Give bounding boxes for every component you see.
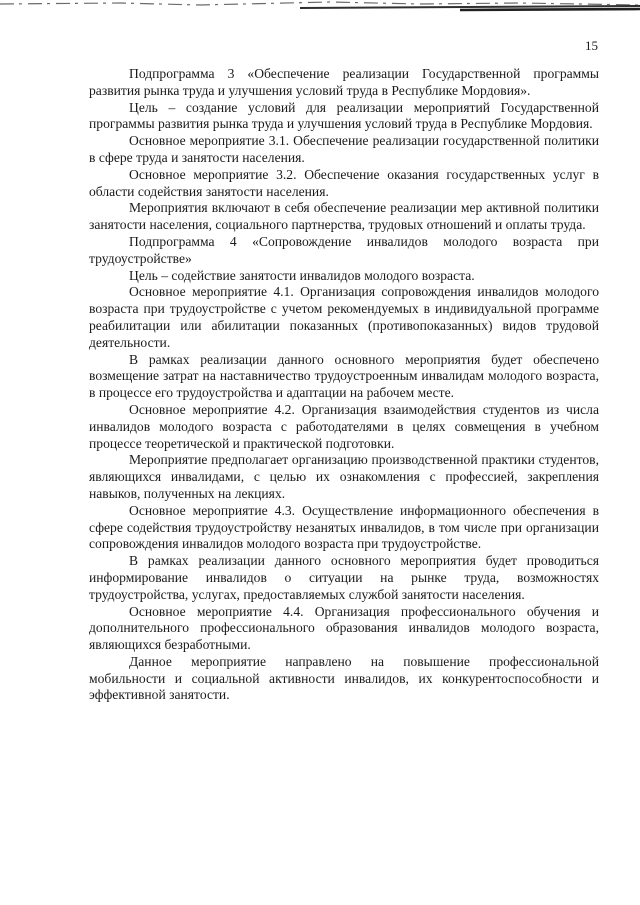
subprogram-4-title: Подпрограмма 4 «Сопровождение инвалидов молодого возраста при трудоустройстве» bbox=[89, 233, 599, 266]
activity-3-1: Основное мероприятие 3.1. Обеспечение реализации государственной политики в сфере труда и занятости населения. bbox=[89, 133, 599, 165]
activity-3-2: Основное мероприятие 3.2. Обеспечение оказания государственных услуг в области содействия занятости населения. bbox=[89, 166, 599, 199]
activity-4-1-details: В рамках реализации данного основного мероприятия будет обеспечено возмещение затрат на наставничество трудоустроенным инвалидам молодого возраста, в процессе его трудоустройства и адаптации на рабочем месте. bbox=[89, 351, 599, 401]
subprogram-3-goal: Цель – создание условий для реализации мероприятий Государственной программы развития рынка труда и улучшения условий труда в Республике Мордовия. bbox=[89, 99, 599, 132]
activity-4-3: Основное мероприятие 4.3. Осуществление информационного обеспечения в сфере содействия трудоустройству незанятых инвалидов, в том числе при организации сопровождения инвалидов молодого возраста при трудоустройстве. bbox=[89, 502, 599, 552]
page-number: 15 bbox=[585, 38, 598, 53]
activity-4-4: Основное мероприятие 4.4. Организация профессионального обучения и дополнительного профессионального образования инвалидов молодого возраста, являющихся безработными. bbox=[89, 603, 599, 653]
activity-4-1: Основное мероприятие 4.1. Организация сопровождения инвалидов молодого возраста при трудоустройстве с учетом рекомендуемых в индивидуальной программе реабилитации или абилитации показанных (противопоказанных) видов трудовой деятельности. bbox=[89, 284, 599, 350]
subprogram-3-title: Подпрограмма 3 «Обеспечение реализации Государственной программы развития рынка труда и улучшения условий труда в Республике Мордовия». bbox=[89, 66, 599, 98]
activity-4-2-details: Мероприятие предполагает организацию производственной практики студентов, являющихся инвалидами, с целью их ознакомления с профессией, закрепления навыков, полученных на лекциях. bbox=[89, 452, 599, 501]
activity-4-3-details: В рамках реализации данного основного мероприятия будет проводиться информирование инвалидов о ситуации на рынке труда, возможностях трудоустройства, услугах, предоставляемых службой занятости населения. bbox=[89, 553, 599, 602]
activities-description: Мероприятия включают в себя обеспечение реализации мер активной политики занятости населения, социального партнерства, трудовых отношений и оплаты труда. bbox=[89, 200, 599, 233]
scan-edge-artifact bbox=[0, 0, 640, 12]
subprogram-4-goal: Цель – содействие занятости инвалидов молодого возраста. bbox=[129, 267, 475, 283]
activity-4-4-details: Данное мероприятие направлено на повышение профессиональной мобильности и социальной активности инвалидов, их конкурентоспособности и эффективной занятости. bbox=[89, 653, 599, 703]
activity-4-2: Основное мероприятие 4.2. Организация взаимодействия студентов из числа инвалидов молодого возраста с работодателями в целях совмещения в учебном процессе теоретической и практической подготовки. bbox=[89, 401, 599, 451]
document-body bbox=[89, 66, 599, 704]
